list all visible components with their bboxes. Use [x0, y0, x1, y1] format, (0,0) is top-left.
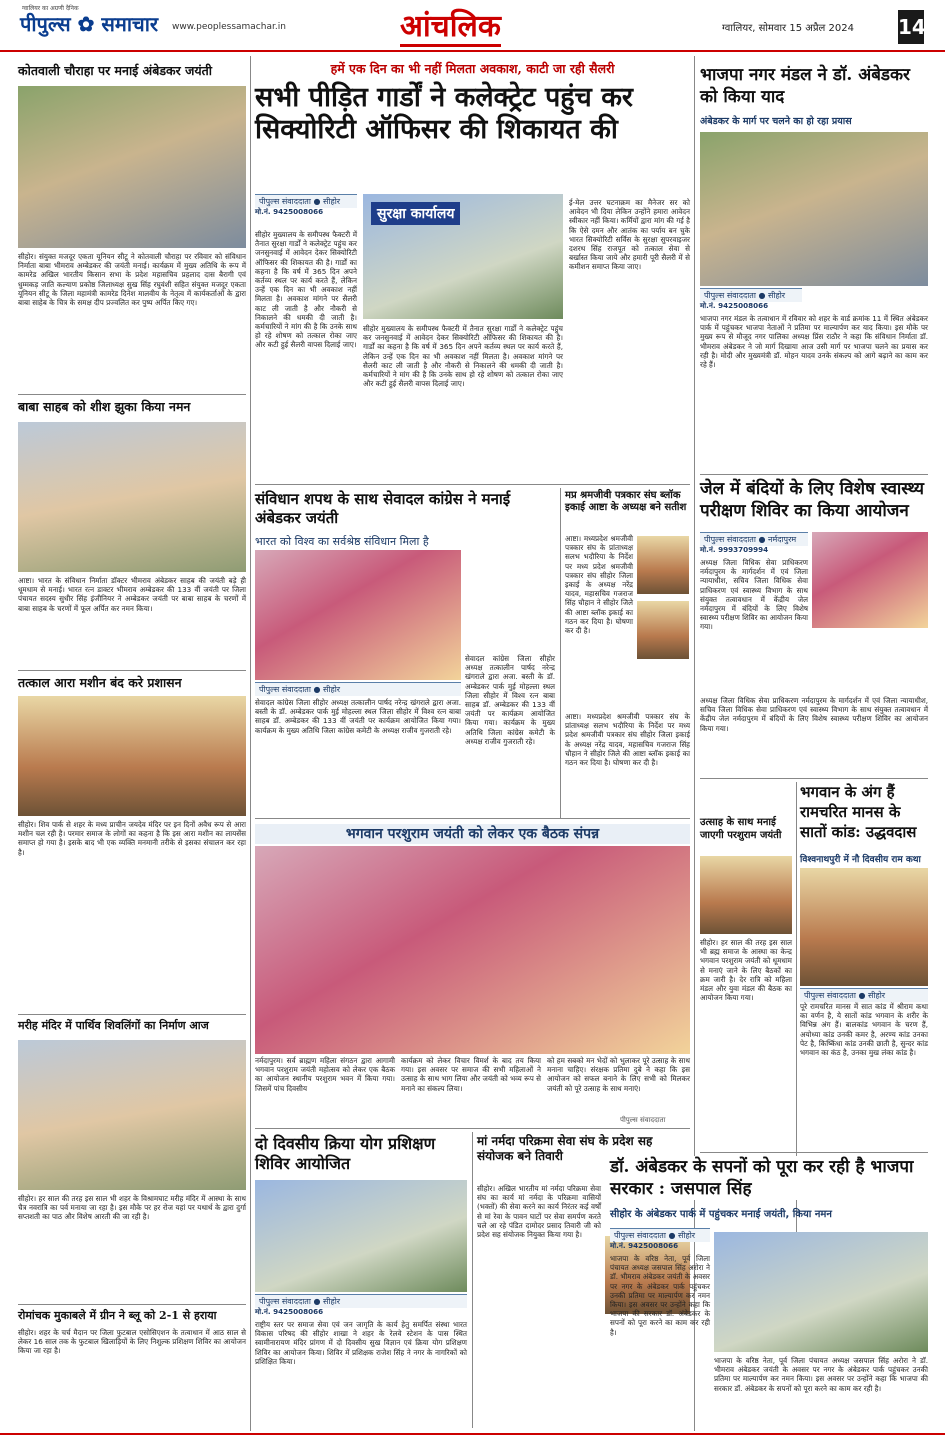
- brand-tagline: ग्वालियर का अग्रणी दैनिक: [22, 5, 79, 12]
- congress-headline: संविधान शपथ के साथ सेवादल कांग्रेस ने मनाई अंबेडकर जयंती: [255, 490, 511, 527]
- congress-photo: [255, 550, 461, 680]
- jaspal-headline: डॉ. अंबेडकर के सपनों को पूरा कर रही है भाजपा सरकार : जसपाल सिंह: [604, 1156, 928, 1200]
- lead-body: सीहोर मुख्यालय के समीपस्थ फैक्टरी में तैनात सुरक्षा गार्डों ने कलेक्ट्रेट पहुंच कर जनसुनवाई में आवेदन देकर सिक्योरिटी ऑफिसर की शिकायत की है। गार्डों का कहना है कि वर्ष में 365 दिन अपने कर्तव्य स्थल पर कार्य करते हैं, लेकिन उन्हें एक दिन का भी अवकाश नहीं मिलता है। अवकाश मांगने पर सैलरी काट ली जाती है और नौकरी से निकालने की धमकी दी जाती है। कर्मचारियों ने मांग की है कि उनके साथ हो रहे शोषण को तत्काल रोका जाए और कटी हुई सैलरी वापस दिलाई जाए।: [255, 230, 357, 350]
- divider: [18, 1304, 246, 1305]
- parshuram-photo: [255, 846, 690, 1054]
- divider: [700, 474, 928, 475]
- jail-phone: मो.नं. 9993709994: [700, 545, 769, 554]
- ramkatha-subhead: विश्वनाथपुरी में नौ दिवसीय राम कथा: [800, 855, 921, 865]
- article-4-body: सीहोर। हर साल की तरह इस साल भी शहर के विश्रामघाट मरीह मंदिर में आस्था के साथ चैत्र नवरात्रि का पर्व मनाया जा रहा है। इस मौके पर हर रोज यहां पर यथार्थ के द्वारा दुर्गा सप्तशती का पाठ और विशेष आरती की जा रही है।: [18, 1194, 246, 1222]
- union-body-2: आष्टा। मध्यप्रदेश श्रमजीवी पत्रकार संघ के प्रांताध्यक्ष सलभ भदौरिया के निर्देश पर मध्य प्रदेश श्रमजीवी पत्रकार संघ सीहोर जिला इकाई के अध्यक्ष नरेंद्र यादव, महासचिव गजराज सिंह चौहान ने सीहोर जिले की आष्टा ब्लॉक इकाई का गठन कर दिया है। घोषणा कर दी है।: [565, 712, 690, 768]
- ramkatha-headline: भगवान के अंग हैं रामचरित मानस के सातों कांड: उद्धवदास: [800, 783, 917, 841]
- brand-logo: पीपुल्स ✿ समाचार: [20, 12, 159, 36]
- yoga-photo: [255, 1180, 467, 1292]
- yoga-phone: मो.नं. 9425008066: [255, 1307, 324, 1316]
- parshuram-idol-photo: [700, 856, 792, 934]
- jaspal-subhead: सीहोर के अंबेडकर पार्क में पहुंचकर मनाई जयंती, किया नमन: [610, 1209, 832, 1220]
- bjp-byline: पीपुल्स संवाददाता ● सीहोर: [700, 288, 802, 302]
- lead-body-2: ई-मेल उत्तर घटनाक्रम का मैनेजर सर को आवेदन भी दिया लेकिन उन्होंने हमारा आवेदन स्वीकार नहीं किया। कर्मियों द्वारा मांग की गई है कि ऐसे दमन और आतंक का पर्याय बन चुके भारत सिक्योरिटी सर्विस के सुरक्षा सुपरवाइजर दशरथ सिंह राजपूत को तत्काल सेवा से बर्खास्त किया जाये और हमारी पूरी सैलरी में से कमीशन समाप्त किया जाए।: [569, 198, 690, 272]
- portrait-1: [637, 536, 689, 594]
- jaspal-body: भाजपा के वरिष्ठ नेता, पूर्व जिला पंचायत अध्यक्ष जसपाल सिंह अरोरा ने डॉ. भीमराव अंबेडकर जयंती के अवसर पर नगर के अंबेडकर पार्क पहुंचकर उनकी प्रतिमा पर माल्यार्पण कर नमन किया। इस अवसर पर उन्होंने कहा कि भाजपा की सरकार डॉ. अंबेडकर के सपनों को पूरा करने का काम कर रही है।: [610, 1254, 710, 1337]
- jaspal-byline: पीपुल्स संवाददाता ● सीहोर: [610, 1228, 710, 1242]
- union-body: आष्टा। मध्यप्रदेश श्रमजीवी पत्रकार संघ के प्रांताध्यक्ष सलभ भदौरिया के निर्देश पर मध्य प्रदेश श्रमजीवी पत्रकार संघ सीहोर जिला इकाई के अध्यक्ष नरेंद्र यादव, महासचिव गजराज सिंह चौहान ने सीहोर जिले की आष्टा ब्लॉक इकाई का गठन कर दिया है। घोषणा कर दी है।: [565, 534, 633, 636]
- office-sign: सुरक्षा कार्यालय: [371, 202, 460, 225]
- narmada-body: सीहोर। अखिल भारतीय मां नर्मदा परिक्रमा सेवा संघ का कार्य मां नर्मदा के परिक्रमा वासियों (भक्तों) की सेवा करने का कार्य निरंतर कई वर्षों से मां रेवा के पावन घाटों पर सेवा समर्पण करते चले आ रहे पंडित दामोदर प्रसाद तिवारी जी को प्रदेश सह संयोजक नियुक्त किया गया है।: [477, 1184, 601, 1240]
- article-3-body: सीहोर। शिव पार्क से शहर के मध्य प्राचीन जयदेव मंदिर पर इन दिनों अवैध रूप से आरा मशीन चल रही है। परमार समाज के लोगों का कहना है कि इस आरा मशीन का लायसेंस समाप्त हो गया है। इसके बाद भी एक व्यक्ति मनमानी तरीके से इसका संचालन कर रहा है।: [18, 820, 246, 857]
- divider: [18, 670, 246, 671]
- jail-headline: जेल में बंदियों के लिए विशेष स्वास्थ्य परीक्षण शिविर का किया आयोजन: [700, 479, 925, 521]
- article-3-photo: [18, 696, 246, 816]
- narmada-headline: मां नर्मदा परिक्रमा सेवा संघ के प्रदेश सह संयोजक बने तिवारी: [477, 1134, 653, 1163]
- yoga-body: राष्ट्रीय स्तर पर समाज सेवा एवं जन जागृति के कार्य हेतु समर्पित संस्था भारत विकास परिषद की सीहोर शाखा ने शहर के रेलवे स्टेशन के पास स्थित स्वामीनारायण मंदिर प्रांगण में दो दिवसीय सुख विज्ञान एवं क्रिया योग प्रशिक्षण शिविर का आयोजन किया। शिविर में प्रशिक्षक राजेश सिंह ने नगर के नागरिकों को प्रशिक्षित किया।: [255, 1320, 467, 1366]
- left-column: [18, 56, 246, 1431]
- footer-rule: [0, 1433, 945, 1435]
- lead-headline: सभी पीड़ित गार्डों ने कलेक्ट्रेट पहुंच कर सिक्योरिटी ऑफिसर की शिकायत की: [255, 82, 633, 145]
- lead-byline: पीपुल्स संवाददाता ● सीहोर: [255, 194, 357, 208]
- portrait-2: [637, 601, 689, 659]
- parshuram-jayanti-headline: उत्साह के साथ मनाई जाएगी परशुराम जयंती: [700, 817, 782, 841]
- parshuram-jayanti-body: सीहोर। हर साल की तरह इस साल भी ब्रह्म समाज के आस्था का केन्द्र भगवान परशुराम जयंती को धूमधाम से मनाएं जाने के लिए बैठकों का क्रम जारी है। देर रात्रि को महिला मंडल और युवा मंडल की बैठक का आयोजन किया गया।: [700, 938, 792, 1003]
- article-2-photo: [18, 422, 246, 572]
- jaspal-body-2: भाजपा के वरिष्ठ नेता, पूर्व जिला पंचायत अध्यक्ष जसपाल सिंह अरोरा ने डॉ. भीमराव अंबेडकर जयंती के अवसर पर नगर के अंबेडकर पार्क पहुंचकर उनकी प्रतिमा पर माल्यार्पण कर नमन किया। इस अवसर पर उन्होंने कहा कि भाजपा की सरकार डॉ. अंबेडकर के सपनों को पूरा करने का काम कर रही है।: [714, 1356, 928, 1393]
- jail-body: अध्यक्ष जिला विधिक सेवा प्राधिकरण नर्मदापुरम के मार्गदर्शन में एवं जिला न्यायाधीश, सचिव जिला विधिक सेवा प्राधिकरण एवं स्वास्थ्य विभाग के साथ संयुक्त तत्वावधान में केंद्रीय जेल नर्मदापुरम में बंदियों के लिए विशेष स्वास्थ्य परीक्षण शिविर का आयोजन किया गया।: [700, 558, 808, 632]
- column-rule: [250, 56, 251, 1431]
- ramkatha-body: पूरे रामचरित मानस में सात कांड में श्रीराम कथा का वर्णन है, ये सातों कांड भगवान के शरीर के विभिन्न अंग हैं। बालकांड भगवान के चरण हैं, अयोध्या कांड उनकी कमर है, अरण्य कांड उनका पेट है, किष्किंधा कांड उनकी छाती है, सुन्दर कांड भगवान का कंठ है, उनका मुख लंका कांड है।: [800, 1002, 928, 1058]
- article-2-title: बाबा साहब को शीश झुका किया नमन: [18, 399, 191, 414]
- parshuram-byline: पीपुल्स संवाददाता: [620, 1116, 666, 1124]
- article-4-photo: [18, 1040, 246, 1190]
- jail-byline: पीपुल्स संवाददाता ● नर्मदापुरम: [700, 532, 808, 546]
- site-url[interactable]: www.peoplessamachar.in: [172, 22, 286, 32]
- congress-body: सेवादल कांग्रेस जिला सीहोर अध्यक्ष तत्कालीन पार्षद नरेन्द्र खंगराले द्वारा अजा. बस्ती के डॉ. अम्बेडकर पार्क मुई मोहल्ला स्थल जिला सीहोर में विश्व रत्न बाबा साहब डॉ. अम्बेडकर की 133 वीं जयंती पर कार्यक्रम आयोजित किया गया। कार्यक्रम के मुख्य अतिथि जिला कांग्रेस कमेटी के अध्यक्ष राजीव गुजराती रहे।: [255, 698, 461, 735]
- parshuram-caption-2: कार्यक्रम को लेकर विचार विमर्श के बाद तय किया गया। इस अवसर पर समाज की सभी महिलाओं ने उत्साह के साथ भाग लिया और जयंती को भव्य रूप से मनाने का संकल्प लिया।: [401, 1056, 541, 1093]
- divider: [255, 818, 690, 819]
- jaspal-photo: [714, 1232, 928, 1352]
- column-rule: [560, 488, 561, 818]
- lead-photo: [363, 194, 563, 319]
- lead-kicker: हमें एक दिन का भी नहीं मिलता अवकाश, काटी जा रही सैलरी: [330, 61, 615, 76]
- article-1-title: कोतवाली चौराहा पर मनाई अंबेडकर जयंती: [18, 63, 212, 78]
- parshuram-headline: भगवान परशुराम जयंती को लेकर एक बैठक संपन्न: [255, 824, 690, 844]
- parshuram-caption-3: को हम सबको मन भेदों को भुलाकर पूरे उत्साह के साथ मनाना चाहिए। संरक्षक प्रतिमा दुबे ने कहा कि इस आयोजन को सफल बनाने के लिए सभी को मिलकर जयंती को पूरे उत्साह के साथ मनाएं।: [547, 1056, 690, 1093]
- article-2-body: आष्टा। भारत के संविधान निर्माता डॉक्टर भीमराव अंबेडकर साहब की जयंती बड़े ही धूमधाम से मनाई। भारत रत्न डाक्टर भीमराव अम्बेडकर की 133 वीं जयंती पर जिला पंचायत सदस्य सुधीर सिंह इंजीनियर ने अम्बेडकर जयंती पर बाबा साहब के चरणों में बाबा साहब के चरणों में फूल अर्पित कर नमन किया।: [18, 576, 246, 613]
- divider: [700, 1152, 928, 1153]
- divider: [18, 394, 246, 395]
- divider: [18, 1014, 246, 1015]
- jaspal-phone: मो.नं. 9425008066: [610, 1241, 679, 1250]
- article-5-body: सीहोर। शहर के चर्च मैदान पर जिला फुटबाल एसोसिएशन के तत्वाधान में आठ साल से लेकर 16 साल तक के फुटबाल खिलाड़ियों के लिए निशुल्क प्रशिक्षण शिविर का आयोजन किया जा रहा है।: [18, 1328, 246, 1356]
- bjp-subhead: अंबेडकर के मार्ग पर चलने का हो रहा प्रयास: [700, 116, 852, 127]
- lead-body-cont: सीहोर मुख्यालय के समीपस्थ फैक्टरी में तैनात सुरक्षा गार्डों ने कलेक्ट्रेट पहुंच कर जनसुनवाई में आवेदन देकर सिक्योरिटी ऑफिसर की शिकायत की है। गार्डों का कहना है कि वर्ष में 365 दिन अपने कर्तव्य स्थल पर कार्य करते हैं, लेकिन उन्हें एक दिन का भी अवकाश नहीं मिलता है। अवकाश मांगने पर सैलरी काट ली जाती है और नौकरी से निकालने की धमकी दी जाती है। कर्मचारियों ने मांग की है कि उनके साथ हो रहे शोषण को तत्काल रोका जाए और कटी हुई सैलरी वापस दिलाई जाए।: [363, 324, 563, 389]
- congress-subhead: भारत को विश्व का सर्वश्रेष्ठ संविधान मिला है: [255, 535, 429, 548]
- bjp-body: भाजपा नगर मंडल के तत्वाधान में रविवार को शहर के वार्ड क्रमांक 11 में स्थित अंबेडकर पार्क में पहुंचकर भाजपा नेताओं ने प्रतिमा पर माल्यार्पण कर याद किया। इस मौके पर मुख्य रूप से मौजूद नगर पालिका अध्यक्ष प्रिंस राठौर ने कहा कि संविधान निर्माता डॉ. भीमराव अंबेडकर ने जो मार्ग दिखाया आज उसी मार्ग पर भाजपा चलने का प्रयास कर रही है। मोदी और मुख्यमंत्री डॉ. मोहन यादव उनके संकल्प को आगे बढ़ाने का काम कर रहे हैं।: [700, 314, 928, 370]
- divider: [255, 1128, 690, 1129]
- divider: [700, 778, 928, 779]
- section-title: [400, 4, 501, 45]
- article-1-photo: [18, 86, 246, 248]
- article-3-title: तत्काल आरा मशीन बंद करे प्रशासन: [18, 675, 182, 690]
- column-rule: [472, 1132, 473, 1428]
- jail-photo: [812, 532, 928, 628]
- article-5-title: रोमांचक मुकाबले में ग्रीन ने ब्लू को 2-1 से हराया: [18, 1309, 217, 1322]
- center-column: [255, 56, 690, 1431]
- column-rule: [694, 56, 695, 1431]
- yoga-byline: पीपुल्स संवाददाता ● सीहोर: [255, 1294, 467, 1308]
- bjp-headline: भाजपा नगर मंडल ने डॉ. अंबेडकर को किया याद: [700, 65, 911, 107]
- bjp-photo: [700, 132, 928, 286]
- section-title-text: आंचलिक: [400, 9, 501, 47]
- article-4-title: मरीह मंदिर में पार्थिव शिवलिंगों का निर्माण आज: [18, 1019, 209, 1032]
- parshuram-caption-1: नर्मदापुरम। सर्व ब्राह्मण महिला संगठन द्वारा आगामी भगवान परशुराम जयंती महोत्सव को लेकर एक बैठक का आयोजन स्थानीय परशुराम भवन में किया गया। जिसमें पांच दिवसीय: [255, 1056, 395, 1093]
- congress-byline: पीपुल्स संवाददाता ● सीहोर: [255, 682, 461, 696]
- bjp-phone: मो.नं. 9425008066: [700, 301, 769, 310]
- union-headline: मप्र श्रमजीवी पत्रकार संघ ब्लॉक इकाई आष्टा के अध्यक्ष बने सतीश: [565, 490, 687, 513]
- jail-body-2: अध्यक्ष जिला विधिक सेवा प्राधिकरण नर्मदापुरम के मार्गदर्शन में एवं जिला न्यायाधीश, सचिव जिला विधिक सेवा प्राधिकरण एवं स्वास्थ्य विभाग के साथ संयुक्त तत्वावधान में केंद्रीय जेल नर्मदापुरम में बंदियों के लिए विशेष स्वास्थ्य परीक्षण शिविर का आयोजन किया गया।: [700, 696, 928, 733]
- yoga-headline: दो दिवसीय क्रिया योग प्रशिक्षण शिविर आयोजित: [255, 1134, 436, 1173]
- congress-body-2: सेवादल कांग्रेस जिला सीहोर अध्यक्ष तत्कालीन पार्षद नरेन्द्र खंगराले द्वारा अजा. बस्ती के डॉ. अम्बेडकर पार्क मुई मोहल्ला स्थल जिला सीहोर में विश्व रत्न बाबा साहब डॉ. अम्बेडकर की 133 वीं जयंती पर कार्यक्रम आयोजित किया गया। कार्यक्रम के मुख्य अतिथि जिला कांग्रेस कमेटी के अध्यक्ष राजीव गुजराती रहे।: [465, 654, 555, 746]
- dateline: ग्वालियर, सोमवार 15 अप्रैल 2024: [722, 23, 854, 34]
- ramkatha-byline: पीपुल्स संवाददाता ● सीहोर: [800, 988, 928, 1002]
- page-number: 14: [898, 10, 924, 44]
- article-1-body: सीहोर। संयुक्त मजदूर एकता यूनियन सीटू ने कोतवाली चौराहा पर रविवार को संविधान निर्माता बाबा भीमराव अम्बेडकर की जयंती मनाई। कार्यक्रम में मुख्य अतिथि के रूप में कामरेड अखिल भारतीय किसान सभा के प्रदेश महासचिव प्रहलाद दास बैरागी एवं धुम्मकड़ जाति कल्याण प्रकोष्ठ जिलाध्यक्ष सुख सिंह रघुवंशी सहित संयुक्त मजदूर एकता यूनियन सीटू के जिला महामंत्री कामरेड दिनेश मालवीय के नेतृत्व में कार्यकर्ताओं के द्वारा बाबा साहेब के चित्र के समक्ष दीप प्रज्वलित कर पुष्प अर्पित किए गए।: [18, 252, 246, 308]
- ramkatha-photo: [800, 868, 928, 986]
- lead-phone: मो.नं. 9425008066: [255, 207, 324, 216]
